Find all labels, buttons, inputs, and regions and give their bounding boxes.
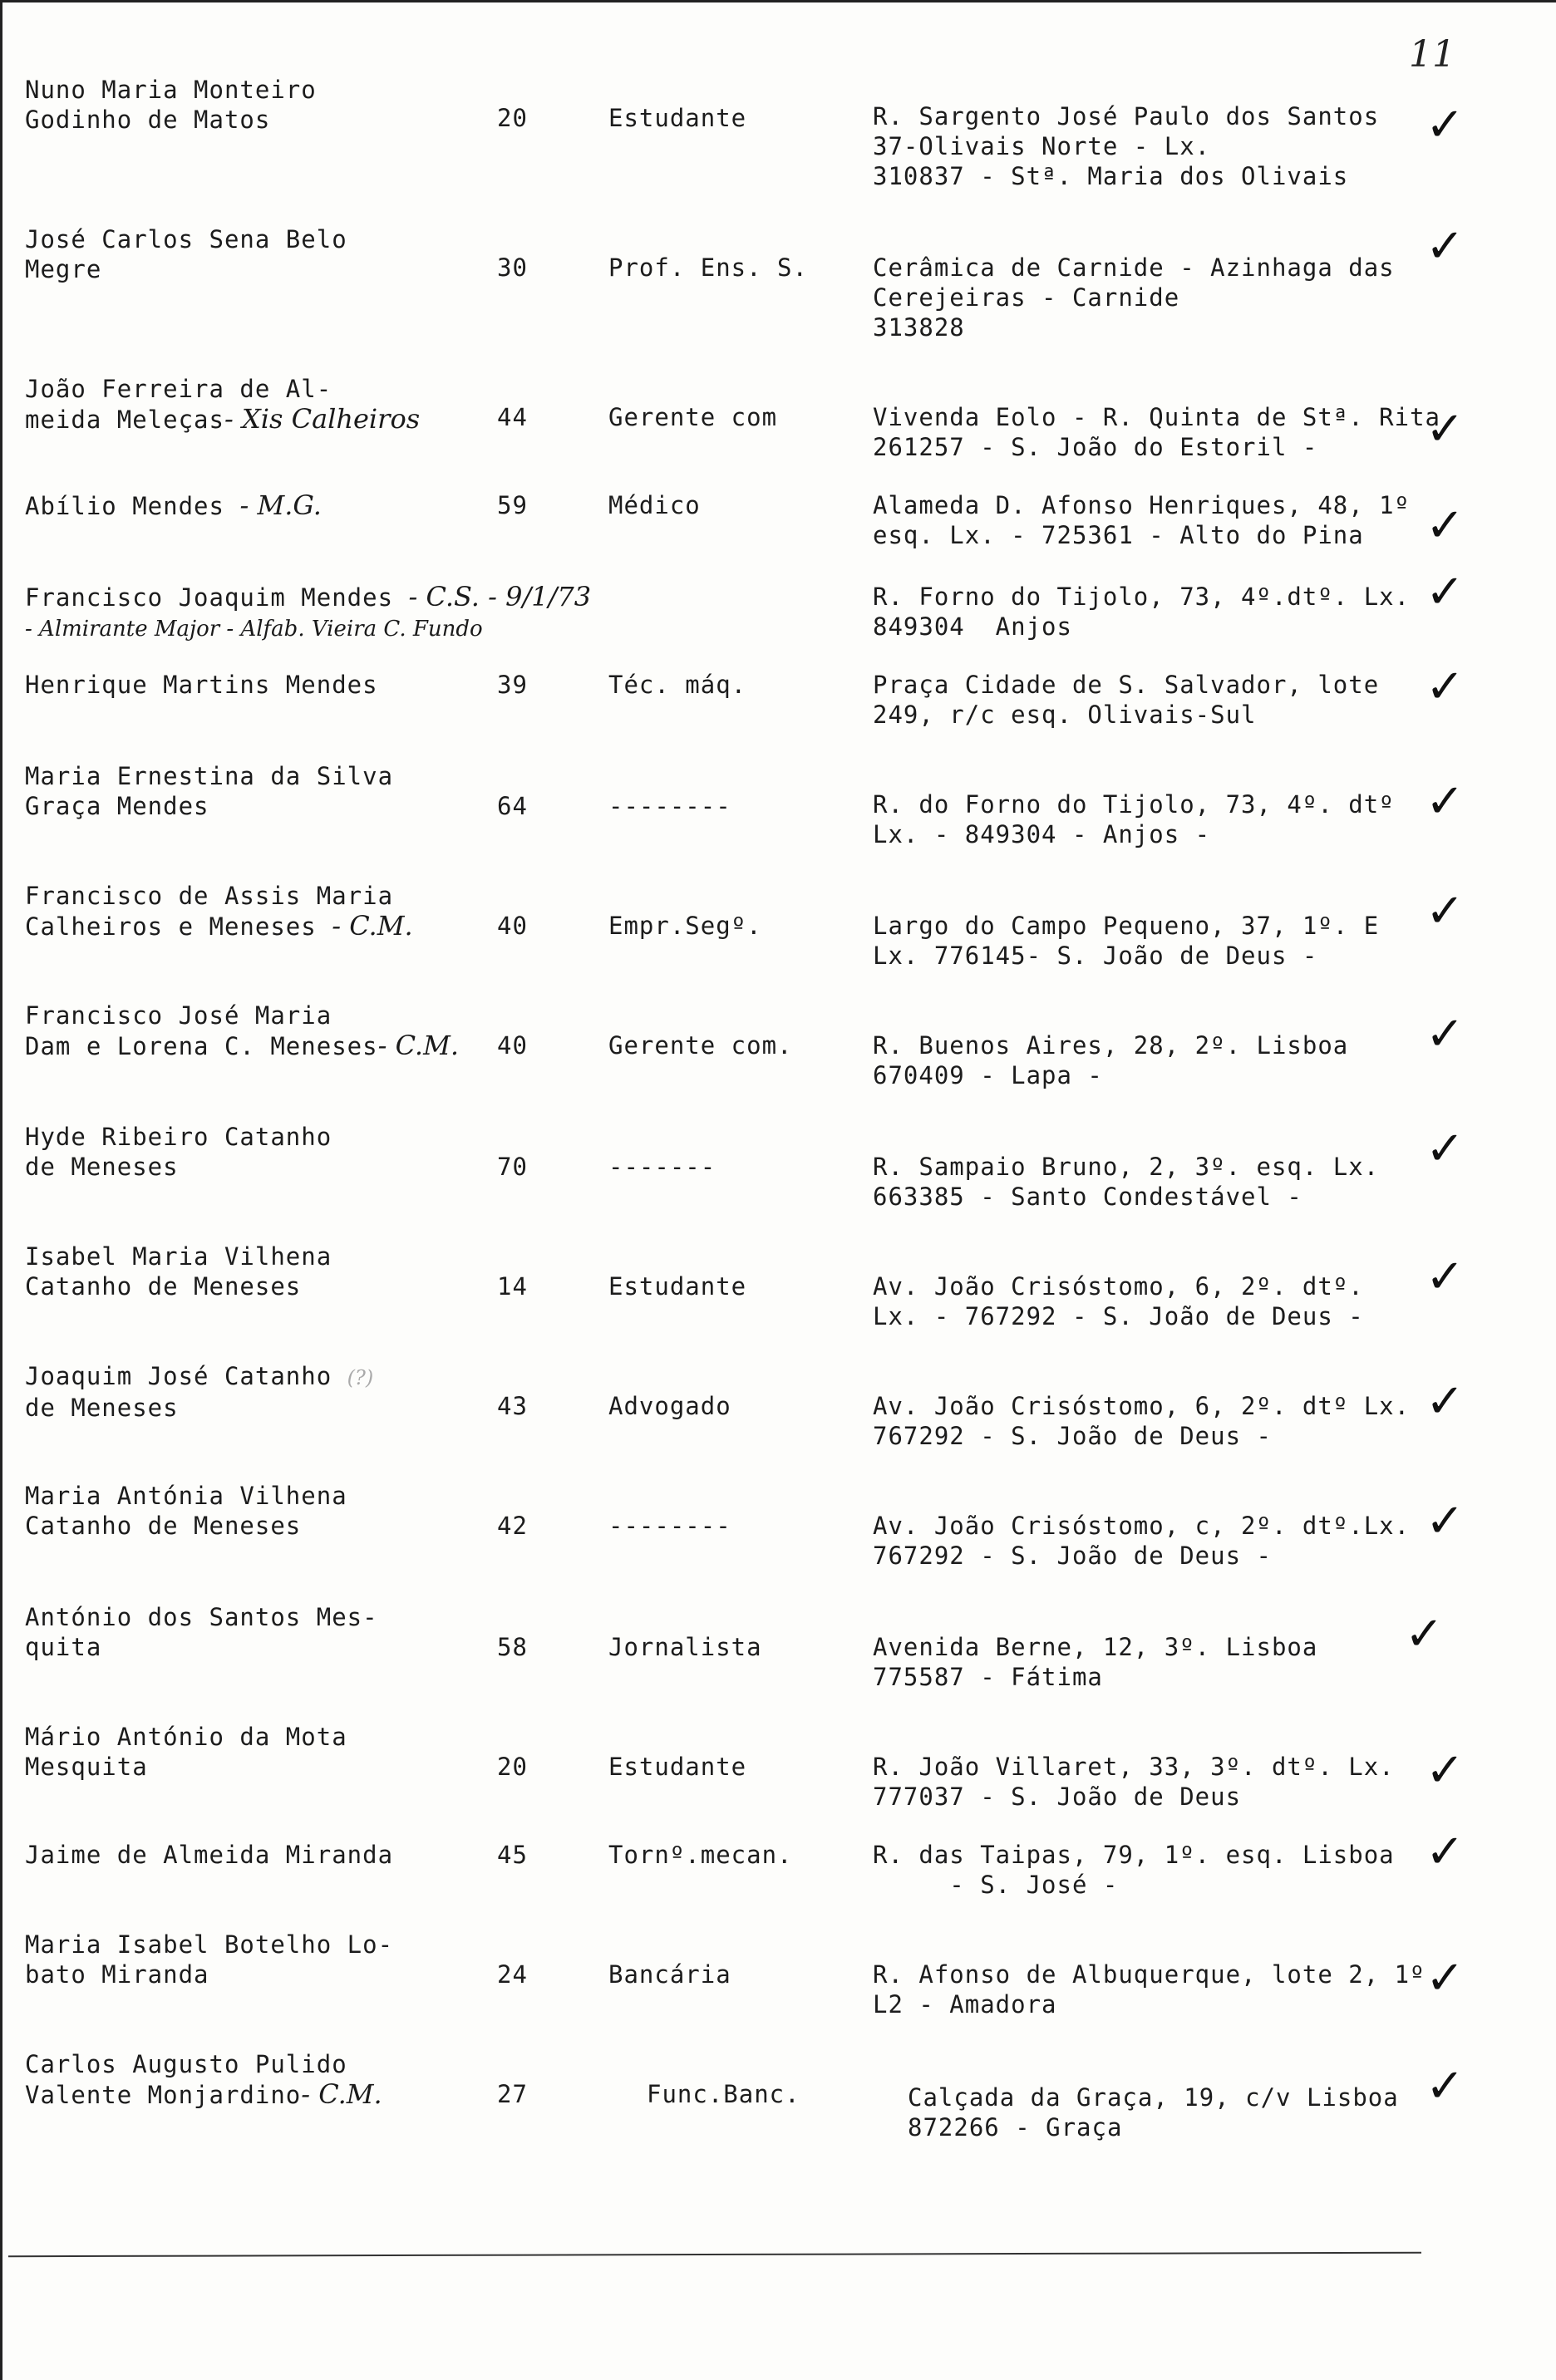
person-name: Francisco de Assis Maria Calheiros e Meneses - C.M. xyxy=(25,882,413,942)
person-name: Francisco José Maria Dam e Lorena C. Meneses- C.M. xyxy=(25,1001,460,1061)
check-mark-icon: ✓ xyxy=(1426,98,1465,152)
occupation: Empr.Segº. xyxy=(608,912,762,940)
handwritten-annotation: - C.M. xyxy=(377,1030,460,1061)
page-number-handwritten: 11 xyxy=(1409,33,1455,76)
person-name: Henrique Martins Mendes xyxy=(25,671,378,699)
check-mark-icon: ✓ xyxy=(1405,1607,1444,1661)
age: 39 xyxy=(497,671,528,699)
age: 58 xyxy=(497,1633,528,1661)
check-mark-icon: ✓ xyxy=(1426,1122,1465,1176)
occupation: -------- xyxy=(608,1512,731,1540)
address: R. Sargento José Paulo dos Santos 37-Olivais Norte - Lx. 310837 - Stª. Maria dos Olivais xyxy=(873,102,1380,190)
address: Av. João Crisóstomo, c, 2º. dtº.Lx. 767292 - S. João de Deus - xyxy=(873,1512,1411,1570)
check-mark-icon: ✓ xyxy=(1426,1250,1465,1304)
occupation: Estudante xyxy=(608,104,747,132)
check-mark-icon: ✓ xyxy=(1426,774,1465,829)
handwritten-annotation: - Xis Calheiros xyxy=(224,403,421,435)
age: 45 xyxy=(497,1841,528,1869)
person-name: Nuno Maria Monteiro Godinho de Matos xyxy=(25,76,317,134)
check-mark-icon: ✓ xyxy=(1426,1825,1465,1879)
address: Praça Cidade de S. Salvador, lote 249, r/c esq. Olivais-Sul xyxy=(873,671,1380,729)
list-item xyxy=(0,372,1556,489)
occupation: Func.Banc. xyxy=(647,2080,800,2108)
check-mark-icon: ✓ xyxy=(1426,1951,1465,2005)
person-name: José Carlos Sena Belo Megre xyxy=(25,225,347,283)
person-name: Maria Ernestina da Silva Graça Mendes xyxy=(25,762,394,820)
age: 59 xyxy=(497,491,528,519)
check-mark-icon: ✓ xyxy=(1426,1007,1465,1061)
list-item xyxy=(0,761,1556,878)
list-item xyxy=(0,1361,1556,1478)
age: 44 xyxy=(497,403,528,431)
address: R. Buenos Aires, 28, 2º. Lisboa 670409 - Lapa - xyxy=(873,1031,1349,1089)
age: 40 xyxy=(497,912,528,940)
address: R. Sampaio Bruno, 2, 3º. esq. Lx. 663385 - Santo Condestável - xyxy=(873,1153,1380,1211)
check-mark-icon: ✓ xyxy=(1426,2059,1465,2113)
footer-rule xyxy=(8,2252,1421,2257)
occupation: Gerente com. xyxy=(608,1031,793,1060)
handwritten-annotation: - M.G. xyxy=(239,489,322,521)
list-item xyxy=(0,881,1556,997)
address: Av. João Crisóstomo, 6, 2º. dtº. Lx. - 767292 - S. João de Deus - xyxy=(873,1272,1364,1330)
person-name: Abílio Mendes - M.G. xyxy=(25,489,322,521)
person-name: Joaquim José Catanho (?) de Meneses xyxy=(25,1362,374,1422)
address: Alameda D. Afonso Henriques, 48, 1º esq. Lx. - 725361 - Alto do Pina xyxy=(873,491,1411,549)
address: Avenida Berne, 12, 3º. Lisboa 775587 - Fátima xyxy=(873,1633,1318,1691)
person-name: Isabel Maria Vilhena Catanho de Meneses xyxy=(25,1242,332,1301)
age: 30 xyxy=(497,253,528,282)
check-mark-icon: ✓ xyxy=(1426,402,1465,456)
address: R. do Forno do Tijolo, 73, 4º. dtº Lx. - 849304 - Anjos - xyxy=(873,790,1395,848)
occupation: Advogado xyxy=(608,1392,731,1420)
occupation: Estudante xyxy=(608,1753,747,1781)
address: Vivenda Eolo - R. Quinta de Stª. Rita 261257 - S. João do Estoril - xyxy=(873,403,1441,461)
list-item xyxy=(0,1122,1556,1238)
age: 40 xyxy=(497,1031,528,1060)
list-item xyxy=(0,1602,1556,1719)
check-mark-icon: ✓ xyxy=(1426,219,1465,273)
address: Cerâmica de Carnide - Azinhaga das Cerejeiras - Carnide 313828 xyxy=(873,253,1395,342)
age: 64 xyxy=(497,792,528,820)
occupation: ------- xyxy=(608,1153,716,1181)
occupation: Estudante xyxy=(608,1272,747,1301)
age: 27 xyxy=(497,2080,528,2108)
occupation: Téc. máq. xyxy=(608,671,747,699)
address: R. João Villaret, 33, 3º. dtº. Lx. 777037 - S. João de Deus xyxy=(873,1753,1395,1811)
age: 20 xyxy=(497,104,528,132)
person-name: Jaime de Almeida Miranda xyxy=(25,1841,394,1869)
person-name: Carlos Augusto Pulido Valente Monjardino- C.M. xyxy=(25,2050,382,2110)
check-mark-icon: ✓ xyxy=(1426,565,1465,619)
occupation: Prof. Ens. S. xyxy=(608,253,808,282)
person-name: Mário António da Mota Mesquita xyxy=(25,1723,347,1781)
handwritten-annotation: - C.M. xyxy=(332,910,413,942)
person-name: António dos Santos Mes- quita xyxy=(25,1603,378,1661)
handwritten-annotation: (?) xyxy=(347,1366,374,1389)
age: 14 xyxy=(497,1272,528,1301)
age: 70 xyxy=(497,1153,528,1181)
occupation: Jornalista xyxy=(608,1633,762,1661)
check-mark-icon: ✓ xyxy=(1426,1374,1465,1428)
list-item xyxy=(0,1722,1556,1838)
person-name: João Ferreira de Al- meida Meleças- Xis Calheiros xyxy=(25,375,421,435)
address: R. Afonso de Albuquerque, lote 2, 1º L2 - Amadora xyxy=(873,1960,1426,2019)
handwritten-annotation: - C.M. xyxy=(301,2078,382,2110)
occupation: -------- xyxy=(608,792,731,820)
address: Largo do Campo Pequeno, 37, 1º. E Lx. 776145- S. João de Deus - xyxy=(873,912,1380,970)
list-item xyxy=(0,1001,1556,1117)
list-item xyxy=(0,2049,1556,2166)
list-item xyxy=(0,1481,1556,1597)
address: R. Forno do Tijolo, 73, 4º.dtº. Lx. 849304 Anjos xyxy=(873,583,1411,641)
occupation: Médico xyxy=(608,491,701,519)
age: 20 xyxy=(497,1753,528,1781)
address: R. das Taipas, 79, 1º. esq. Lisboa - S. José - xyxy=(873,1841,1395,1899)
person-name: Francisco Joaquim Mendes - C.S. - 9/1/73 - Almirante Major - Alfab. Vieira C. Fundo xyxy=(25,581,592,642)
check-mark-icon: ✓ xyxy=(1426,1494,1465,1548)
check-mark-icon: ✓ xyxy=(1426,884,1465,938)
occupation: Bancária xyxy=(608,1960,731,1989)
age: 24 xyxy=(497,1960,528,1989)
person-name: Maria Antónia Vilhena Catanho de Meneses xyxy=(25,1482,347,1540)
check-mark-icon: ✓ xyxy=(1426,499,1465,553)
page-top-border xyxy=(0,0,1556,2)
handwritten-annotation: - Almirante Major - Alfab. Vieira C. Fundo xyxy=(25,617,483,642)
age: 42 xyxy=(497,1512,528,1540)
list-item xyxy=(0,73,1556,189)
address: Calçada da Graça, 19, c/v Lisboa 872266 - Graça xyxy=(908,2083,1399,2142)
check-mark-icon: ✓ xyxy=(1426,1743,1465,1797)
address: Av. João Crisóstomo, 6, 2º. dtº Lx. 767292 - S. João de Deus - xyxy=(873,1392,1411,1450)
list-item xyxy=(0,219,1556,342)
person-name: Maria Isabel Botelho Lo- bato Miranda xyxy=(25,1930,394,1989)
list-item xyxy=(0,1930,1556,2046)
person-name: Hyde Ribeiro Catanho de Meneses xyxy=(25,1123,332,1181)
list-item xyxy=(0,1242,1556,1358)
occupation: Tornº.mecan. xyxy=(608,1841,793,1869)
occupation: Gerente com xyxy=(608,403,778,431)
age: 43 xyxy=(497,1392,528,1420)
handwritten-annotation: - C.S. - 9/1/73 xyxy=(408,581,592,612)
check-mark-icon: ✓ xyxy=(1426,660,1465,714)
